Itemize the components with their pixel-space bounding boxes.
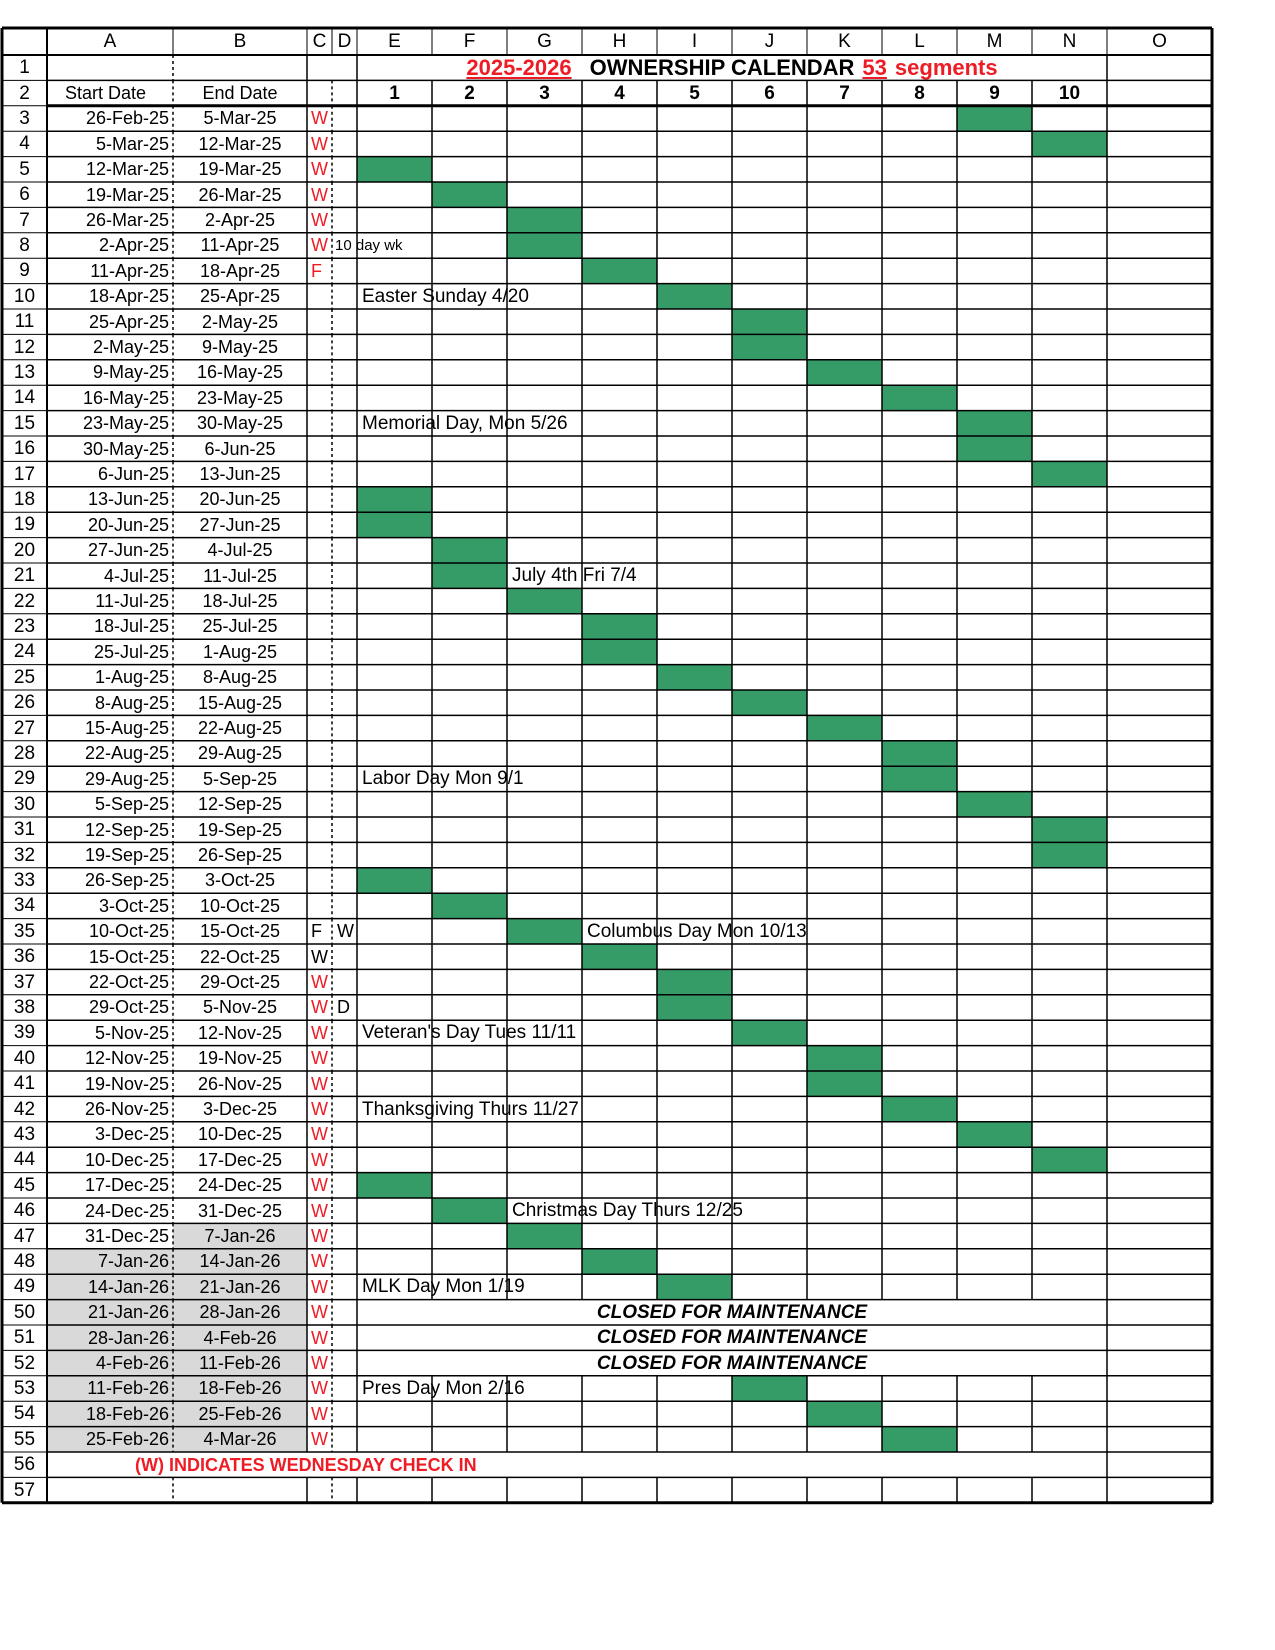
holiday-label: Veteran's Day Tues 11/11: [362, 1022, 577, 1044]
page-title: [357, 55, 1107, 80]
row-header[interactable]: 1: [19, 57, 30, 79]
row-header[interactable]: 40: [13, 1047, 36, 1069]
row-header[interactable]: 26: [13, 692, 36, 714]
holiday-label: Memorial Day, Mon 5/26: [362, 412, 568, 434]
row-header[interactable]: 6: [19, 184, 30, 206]
end-date-cell[interactable]: 5-Sep-25: [202, 768, 278, 789]
start-date-cell[interactable]: 26-Mar-25: [85, 210, 169, 231]
start-date-cell[interactable]: 17-Dec-25: [84, 1175, 169, 1196]
end-date-cell[interactable]: 18-Feb-26: [198, 1378, 282, 1399]
checkin-day-cell: W: [311, 972, 328, 993]
start-date-cell[interactable]: 15-Oct-25: [88, 946, 169, 967]
title-years: 2025-2026: [466, 54, 572, 80]
column-header-d[interactable]: D: [337, 31, 352, 52]
row-header[interactable]: 34: [13, 895, 36, 917]
end-date-cell[interactable]: 8-Aug-25: [202, 667, 278, 688]
row-header[interactable]: 55: [13, 1428, 36, 1450]
end-date-cell[interactable]: 19-Mar-25: [198, 159, 282, 180]
end-date-cell[interactable]: 27-Jun-25: [199, 514, 281, 535]
start-date-cell[interactable]: 6-Jun-25: [97, 464, 169, 485]
closed-label: CLOSED FOR MAINTENANCE: [596, 1301, 868, 1323]
row-header[interactable]: 47: [13, 1225, 36, 1247]
start-date-cell[interactable]: 11-Jul-25: [95, 591, 169, 612]
start-date-cell[interactable]: 12-Nov-25: [84, 1048, 169, 1069]
end-date-cell[interactable]: 22-Aug-25: [197, 718, 283, 739]
checkin-day-cell: W: [311, 133, 328, 154]
row-header[interactable]: 35: [13, 920, 36, 942]
start-date-cell[interactable]: 8-Aug-25: [94, 692, 169, 713]
segment-number-header: 6: [764, 82, 775, 104]
end-date-cell[interactable]: 5-Mar-25: [203, 108, 277, 129]
segment-number-header: 4: [614, 82, 625, 104]
checkin-day-cell: W: [311, 1327, 328, 1348]
title-label: OWNERSHIP CALENDAR: [589, 54, 855, 80]
start-date-cell[interactable]: 15-Aug-25: [84, 718, 169, 739]
row-header[interactable]: 12: [13, 336, 36, 358]
row-header[interactable]: 22: [13, 590, 36, 612]
start-date-cell[interactable]: 18-Apr-25: [88, 286, 169, 307]
checkin-day-cell: F: [311, 921, 322, 942]
end-date-cell[interactable]: 25-Apr-25: [199, 286, 281, 307]
checkin-day-cell: W: [311, 235, 328, 256]
end-date-cell[interactable]: 7-Jan-26: [204, 1226, 276, 1247]
checkin-day-cell: W: [311, 1302, 328, 1323]
row-header[interactable]: 44: [13, 1149, 36, 1171]
end-date-cell[interactable]: 16-May-25: [196, 362, 284, 383]
end-date-cell[interactable]: 11-Apr-25: [200, 235, 280, 256]
checkin-day-cell: W: [311, 1429, 328, 1450]
segment-number-header: 8: [914, 82, 925, 104]
row-header[interactable]: 43: [13, 1123, 36, 1145]
checkin-day-cell: W: [311, 1226, 328, 1247]
start-date-cell[interactable]: 5-Mar-25: [95, 133, 169, 154]
row-header[interactable]: 27: [13, 717, 36, 739]
start-date-cell[interactable]: 4-Jul-25: [103, 565, 169, 586]
row-header[interactable]: 51: [13, 1327, 36, 1349]
end-date-cell[interactable]: 29-Aug-25: [197, 743, 283, 764]
row-header[interactable]: 20: [13, 539, 36, 561]
end-date-cell[interactable]: 19-Nov-25: [197, 1048, 283, 1069]
start-date-cell[interactable]: 18-Jul-25: [93, 616, 169, 637]
checkin-day-cell: W: [311, 1149, 328, 1170]
row-header[interactable]: 39: [13, 1022, 36, 1044]
segment-number-header: 2: [464, 82, 475, 104]
checkin-day-cell: W: [311, 946, 328, 967]
end-date-cell[interactable]: 14-Jan-26: [199, 1251, 281, 1272]
start-date-cell[interactable]: 12-Mar-25: [85, 159, 169, 180]
end-date-cell[interactable]: 1-Aug-25: [202, 641, 278, 662]
start-date-cell[interactable]: 19-Sep-25: [84, 845, 169, 866]
row-header[interactable]: 3: [19, 107, 30, 129]
end-date-cell[interactable]: 6-Jun-25: [204, 438, 276, 459]
row-header[interactable]: 54: [13, 1403, 36, 1425]
start-date-cell[interactable]: 28-Jan-26: [87, 1327, 169, 1348]
start-date-cell[interactable]: 14-Jan-26: [87, 1276, 169, 1297]
start-date-cell[interactable]: 2-May-25: [92, 337, 169, 358]
end-date-cell[interactable]: 12-Nov-25: [197, 1022, 283, 1043]
holiday-label: Christmas Day Thurs 12/25: [512, 1200, 743, 1222]
start-date-cell[interactable]: 25-Jul-25: [93, 641, 169, 662]
row-header[interactable]: 28: [13, 742, 36, 764]
title-count: 53: [862, 54, 887, 80]
start-date-cell[interactable]: 25-Feb-26: [85, 1429, 169, 1450]
start-date-cell[interactable]: 10-Oct-25: [88, 921, 169, 942]
row-header[interactable]: 14: [13, 387, 36, 409]
row-header[interactable]: 45: [13, 1174, 36, 1196]
row-header[interactable]: 41: [13, 1073, 36, 1095]
row-header[interactable]: 46: [13, 1200, 36, 1222]
row-header[interactable]: 5: [19, 158, 30, 180]
row-header[interactable]: 8: [19, 234, 30, 256]
start-date-cell[interactable]: 22-Oct-25: [88, 972, 169, 993]
checkin-extra-cell: D: [337, 997, 350, 1018]
column-header-k[interactable]: K: [838, 31, 851, 52]
row-header[interactable]: 32: [13, 844, 36, 866]
end-date-cell[interactable]: 30-May-25: [196, 413, 284, 434]
start-date-cell[interactable]: 2-Apr-25: [98, 235, 169, 256]
end-date-cell[interactable]: 26-Sep-25: [197, 845, 283, 866]
row-header[interactable]: 2: [19, 82, 30, 104]
row-header[interactable]: 17: [13, 463, 36, 485]
column-header-g[interactable]: G: [537, 31, 552, 52]
end-date-cell[interactable]: 20-Jun-25: [199, 489, 281, 510]
start-date-cell[interactable]: 29-Oct-25: [88, 997, 169, 1018]
segment-number-header: 3: [539, 82, 550, 104]
end-date-cell[interactable]: 15-Aug-25: [197, 692, 283, 713]
row-header[interactable]: 15: [13, 412, 36, 434]
column-header-m[interactable]: M: [986, 31, 1003, 52]
start-date-cell[interactable]: 19-Nov-25: [84, 1073, 169, 1094]
start-date-cell[interactable]: 27-Jun-25: [87, 540, 169, 561]
segment-number-header: 1: [389, 82, 400, 104]
row-header[interactable]: 37: [13, 971, 36, 993]
start-date-cell[interactable]: 24-Dec-25: [84, 1200, 169, 1221]
row-header[interactable]: 23: [13, 615, 36, 637]
end-date-cell[interactable]: 2-Apr-25: [204, 210, 276, 231]
segment-number-header: 9: [989, 82, 1000, 104]
row-header[interactable]: 19: [13, 514, 36, 536]
start-date-cell[interactable]: 3-Oct-25: [98, 895, 169, 916]
start-date-cell[interactable]: 10-Dec-25: [84, 1149, 169, 1170]
row-header[interactable]: 25: [13, 666, 36, 688]
end-date-cell[interactable]: 4-Jul-25: [207, 540, 273, 561]
checkin-day-cell: W: [311, 210, 328, 231]
end-date-cell[interactable]: 2-May-25: [201, 311, 279, 332]
start-date-cell[interactable]: 13-Jun-25: [87, 489, 169, 510]
row-header[interactable]: 30: [13, 793, 36, 815]
end-date-cell[interactable]: 21-Jan-26: [199, 1276, 281, 1297]
row-header[interactable]: 4: [19, 133, 30, 155]
start-date-cell[interactable]: 26-Nov-25: [84, 1099, 169, 1120]
end-date-cell[interactable]: 12-Sep-25: [197, 794, 283, 815]
column-header-j[interactable]: J: [764, 31, 775, 52]
start-date-cell[interactable]: 20-Jun-25: [87, 514, 169, 535]
end-date-cell[interactable]: 15-Oct-25: [199, 921, 281, 942]
checkin-day-cell: W: [311, 997, 328, 1018]
end-date-cell[interactable]: 10-Dec-25: [197, 1124, 283, 1145]
start-date-cell[interactable]: 7-Jan-26: [97, 1251, 169, 1272]
column-header-c[interactable]: C: [312, 31, 327, 52]
end-date-cell[interactable]: 26-Nov-25: [197, 1073, 283, 1094]
segment-number-header: 10: [1058, 82, 1081, 104]
start-date-cell[interactable]: 4-Feb-26: [95, 1353, 169, 1374]
start-date-cell[interactable]: 9-May-25: [92, 362, 169, 383]
row-header[interactable]: 50: [13, 1301, 36, 1323]
checkin-day-cell: W: [311, 1200, 328, 1221]
end-date-cell[interactable]: 10-Oct-25: [199, 895, 281, 916]
end-date-cell[interactable]: 5-Nov-25: [202, 997, 278, 1018]
row-header[interactable]: 21: [13, 565, 36, 587]
checkin-day-cell: W: [311, 1124, 328, 1145]
holiday-label: Thanksgiving Thurs 11/27: [362, 1098, 579, 1120]
column-header-i[interactable]: I: [691, 31, 698, 52]
start-date-cell[interactable]: 5-Nov-25: [94, 1022, 169, 1043]
start-date-cell[interactable]: 18-Feb-26: [85, 1403, 169, 1424]
row-header[interactable]: 10: [13, 285, 36, 307]
start-date-header: Start Date: [65, 83, 147, 104]
row-header[interactable]: 9: [19, 260, 30, 282]
row-header[interactable]: 48: [13, 1250, 36, 1272]
row-header[interactable]: 7: [19, 209, 30, 231]
start-date-cell[interactable]: 21-Jan-26: [87, 1302, 169, 1323]
column-header-o[interactable]: O: [1152, 31, 1167, 52]
end-date-cell[interactable]: 25-Feb-26: [198, 1403, 282, 1424]
end-date-cell[interactable]: 4-Mar-26: [203, 1429, 277, 1450]
end-date-cell[interactable]: 24-Dec-25: [197, 1175, 283, 1196]
start-date-cell[interactable]: 26-Feb-25: [85, 108, 169, 129]
start-date-cell[interactable]: 12-Sep-25: [84, 819, 169, 840]
end-date-cell[interactable]: 11-Jul-25: [203, 565, 277, 586]
row-header[interactable]: 42: [13, 1098, 36, 1120]
end-date-cell[interactable]: 29-Oct-25: [199, 972, 281, 993]
start-date-cell[interactable]: 11-Apr-25: [90, 260, 169, 281]
end-date-cell[interactable]: 18-Jul-25: [202, 591, 278, 612]
end-date-cell[interactable]: 9-May-25: [201, 337, 279, 358]
row-header[interactable]: 11: [14, 311, 35, 333]
checkin-day-cell: W: [311, 1276, 328, 1297]
end-date-cell[interactable]: 4-Feb-26: [203, 1327, 277, 1348]
segment-number-header: 5: [689, 82, 700, 104]
end-date-cell[interactable]: 3-Oct-25: [204, 870, 276, 891]
checkin-day-cell: W: [311, 1353, 328, 1374]
column-header-b[interactable]: B: [233, 31, 247, 52]
checkin-day-cell: W: [311, 159, 328, 180]
end-date-cell[interactable]: 22-Oct-25: [199, 946, 281, 967]
end-date-cell[interactable]: 11-Feb-26: [199, 1353, 281, 1374]
start-date-cell[interactable]: 29-Aug-25: [84, 768, 169, 789]
column-header-e[interactable]: E: [388, 31, 401, 52]
start-date-cell[interactable]: 25-Apr-25: [88, 311, 169, 332]
row-header[interactable]: 16: [13, 438, 36, 460]
row-header[interactable]: 31: [13, 819, 36, 841]
row-header[interactable]: 57: [13, 1479, 36, 1501]
start-date-cell[interactable]: 3-Dec-25: [94, 1124, 169, 1145]
start-date-cell[interactable]: 5-Sep-25: [94, 794, 169, 815]
row-header[interactable]: 53: [13, 1377, 36, 1399]
checkin-day-cell: W: [311, 1099, 328, 1120]
holiday-label: Columbus Day Mon 10/13: [587, 920, 807, 942]
column-header-f[interactable]: F: [463, 31, 476, 52]
start-date-cell[interactable]: 11-Feb-26: [87, 1378, 169, 1399]
holiday-label: Labor Day Mon 9/1: [362, 768, 524, 790]
end-date-cell[interactable]: 25-Jul-25: [202, 616, 278, 637]
row-header[interactable]: 29: [13, 768, 36, 790]
row-header[interactable]: 52: [13, 1352, 36, 1374]
end-date-cell[interactable]: 17-Dec-25: [197, 1149, 283, 1170]
row-header[interactable]: 24: [13, 641, 36, 663]
end-date-cell[interactable]: 18-Apr-25: [199, 260, 281, 281]
end-date-cell[interactable]: 3-Dec-25: [202, 1099, 278, 1120]
end-date-cell[interactable]: 28-Jan-26: [199, 1302, 281, 1323]
checkin-day-cell: W: [311, 1175, 328, 1196]
row-header[interactable]: 56: [13, 1454, 36, 1476]
holiday-label: July 4th Fri 7/4: [512, 565, 637, 587]
closed-label: CLOSED FOR MAINTENANCE: [596, 1352, 868, 1374]
start-date-cell[interactable]: 19-Mar-25: [85, 184, 169, 205]
checkin-day-cell: W: [311, 1251, 328, 1272]
segment-number-header: 7: [839, 82, 850, 104]
start-date-cell[interactable]: 31-Dec-25: [84, 1226, 169, 1247]
checkin-day-cell: W: [311, 1048, 328, 1069]
end-date-header: End Date: [202, 83, 278, 104]
row-header[interactable]: 18: [13, 488, 36, 510]
start-date-cell[interactable]: 23-May-25: [82, 413, 169, 434]
row-header[interactable]: 13: [13, 361, 36, 383]
wednesday-note: (W) INDICATES WEDNESDAY CHECK IN: [135, 1454, 477, 1475]
end-date-cell[interactable]: 12-Mar-25: [198, 133, 282, 154]
checkin-day-cell: W: [311, 1378, 328, 1399]
checkin-day-cell: F: [311, 260, 322, 281]
row-note: 10 day wk: [335, 236, 403, 254]
end-date-cell[interactable]: 13-Jun-25: [199, 464, 281, 485]
holiday-label: MLK Day Mon 1/19: [362, 1276, 525, 1298]
row-header[interactable]: 36: [13, 946, 36, 968]
start-date-cell[interactable]: 30-May-25: [82, 438, 169, 459]
checkin-day-cell: W: [311, 184, 328, 205]
row-header[interactable]: 38: [13, 996, 36, 1018]
checkin-day-cell: W: [311, 1022, 328, 1043]
holiday-label: Easter Sunday 4/20: [362, 285, 529, 307]
title-suffix: segments: [894, 54, 998, 80]
start-date-cell[interactable]: 16-May-25: [82, 387, 169, 408]
row-header[interactable]: 49: [13, 1276, 36, 1298]
column-header-l[interactable]: L: [914, 31, 925, 52]
start-date-cell[interactable]: 26-Sep-25: [84, 870, 169, 891]
checkin-day-cell: W: [311, 1403, 328, 1424]
end-date-cell[interactable]: 26-Mar-25: [198, 184, 282, 205]
column-header-h[interactable]: H: [612, 31, 627, 52]
end-date-cell[interactable]: 19-Sep-25: [197, 819, 283, 840]
end-date-cell[interactable]: 23-May-25: [196, 387, 284, 408]
start-date-cell[interactable]: 22-Aug-25: [84, 743, 169, 764]
column-header-a[interactable]: A: [103, 31, 117, 52]
end-date-cell[interactable]: 31-Dec-25: [197, 1200, 283, 1221]
checkin-day-cell: W: [311, 1073, 328, 1094]
holiday-label: Pres Day Mon 2/16: [362, 1377, 525, 1399]
row-header[interactable]: 33: [13, 869, 36, 891]
checkin-extra-cell: W: [337, 921, 354, 942]
closed-label: CLOSED FOR MAINTENANCE: [596, 1327, 868, 1349]
column-header-n[interactable]: N: [1062, 31, 1077, 52]
start-date-cell[interactable]: 1-Aug-25: [94, 667, 169, 688]
checkin-day-cell: W: [311, 108, 328, 129]
